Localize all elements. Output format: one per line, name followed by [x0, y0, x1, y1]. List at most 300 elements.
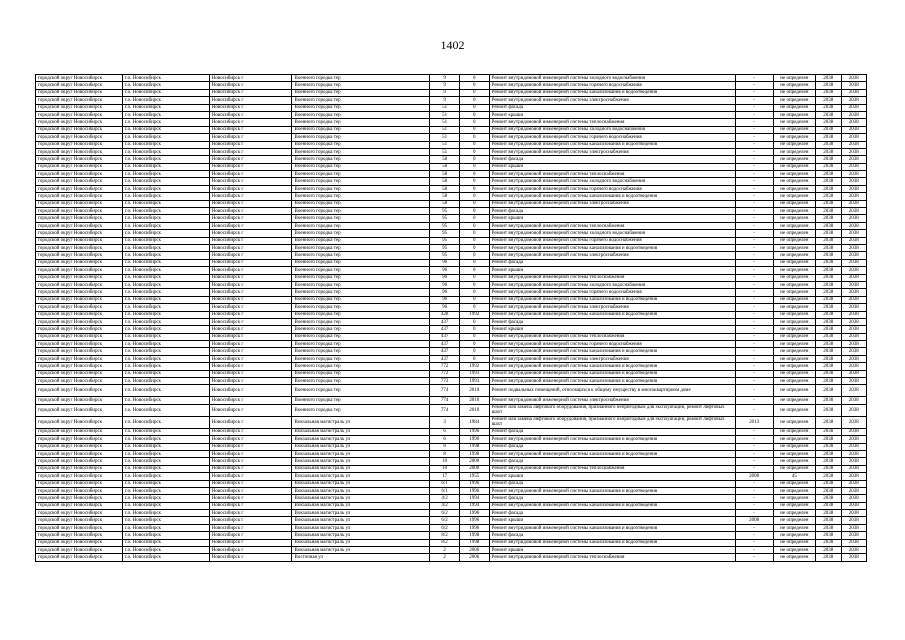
cell-plan-start-year: 2038 [816, 348, 841, 355]
cell-city: Новосибирск г [209, 495, 292, 502]
table-row [36, 156, 867, 163]
cell-city: Новосибирск г [209, 547, 292, 554]
cell-wear-percent: не определен [773, 517, 815, 524]
cell-work-type: Ремонт фасада [489, 259, 735, 266]
cell-plan-start-year: 2038 [816, 416, 841, 428]
cell-plan-start-year: 2038 [816, 126, 841, 133]
cell-settlement: г.о. Новосибирск [122, 75, 209, 82]
cell-street: Военного городка тер [292, 296, 430, 303]
cell-plan-end-year: 2038 [841, 244, 867, 251]
cell-plan-end-year: 2038 [841, 404, 867, 416]
cell-work-type: Ремонт внутридомовой инженерной системы электроснабжения [489, 355, 735, 362]
cell-settlement: г.о. Новосибирск [122, 450, 209, 457]
cell-street: Военного городка тер [292, 397, 430, 404]
cell-last-repair-year: - [735, 89, 773, 96]
cell-settlement: г.о. Новосибирск [122, 134, 209, 141]
cell-build-year: 1996 [459, 510, 489, 517]
cell-city: Новосибирск г [209, 296, 292, 303]
cell-work-type: Ремонт фасада [489, 156, 735, 163]
cell-last-repair-year: - [735, 480, 773, 487]
cell-last-repair-year: 2013 [735, 416, 773, 428]
cell-wear-percent: не определен [773, 230, 815, 237]
cell-work-type: Ремонт внутридомовой инженерной системы холодного водоснабжения [489, 230, 735, 237]
cell-street: Военного городка тер [292, 311, 430, 318]
cell-street: Вокзальная магистраль ул [292, 495, 430, 502]
cell-settlement: г.о. Новосибирск [122, 252, 209, 259]
cell-house-number: 95 [430, 237, 460, 244]
cell-plan-start-year: 2038 [816, 304, 841, 311]
cell-street: Военного городка тер [292, 208, 430, 215]
cell-build-year: 0 [459, 252, 489, 259]
cell-municipality: городской округ Новосибирск [36, 296, 123, 303]
cell-plan-end-year: 2038 [841, 185, 867, 192]
cell-plan-end-year: 2038 [841, 436, 867, 443]
cell-work-type: Ремонт внутридомовой инженерной системы горячего водоснабжения [489, 289, 735, 296]
cell-last-repair-year: - [735, 397, 773, 404]
cell-municipality: городской округ Новосибирск [36, 341, 123, 348]
cell-city: Новосибирск г [209, 473, 292, 480]
cell-plan-start-year: 2038 [816, 178, 841, 185]
cell-build-year: 1996 [459, 487, 489, 494]
cell-house-number: 6/2 [430, 510, 460, 517]
cell-house-number: 58 [430, 171, 460, 178]
cell-plan-end-year: 2038 [841, 355, 867, 362]
cell-street: Военного городка тер [292, 281, 430, 288]
cell-wear-percent: не определен [773, 200, 815, 207]
cell-municipality: городской округ Новосибирск [36, 436, 123, 443]
cell-house-number: 58 [430, 200, 460, 207]
cell-plan-start-year: 2038 [816, 259, 841, 266]
cell-work-type: Ремонт внутридомовой инженерной системы канализования и водоотведения [489, 378, 735, 385]
cell-municipality: городской округ Новосибирск [36, 458, 123, 465]
cell-last-repair-year: - [735, 450, 773, 457]
cell-build-year: 2010 [459, 385, 489, 397]
cell-wear-percent: не определен [773, 111, 815, 118]
cell-city: Новосибирск г [209, 200, 292, 207]
cell-settlement: г.о. Новосибирск [122, 355, 209, 362]
cell-city: Новосибирск г [209, 222, 292, 229]
cell-house-number: 51 [430, 141, 460, 148]
cell-settlement: г.о. Новосибирск [122, 148, 209, 155]
cell-build-year: 0 [459, 274, 489, 281]
cell-build-year: 0 [459, 104, 489, 111]
cell-settlement: г.о. Новосибирск [122, 237, 209, 244]
cell-house-number: 96 [430, 274, 460, 281]
cell-house-number: 95 [430, 222, 460, 229]
cell-work-type: Ремонт фасада [489, 428, 735, 435]
cell-settlement: г.о. Новосибирск [122, 465, 209, 472]
cell-wear-percent: не определен [773, 75, 815, 82]
cell-house-number: 51 [430, 134, 460, 141]
cell-municipality: городской округ Новосибирск [36, 333, 123, 340]
cell-last-repair-year: - [735, 428, 773, 435]
cell-settlement: г.о. Новосибирск [122, 193, 209, 200]
cell-house-number: 58 [430, 163, 460, 170]
cell-house-number: 2 [430, 554, 460, 561]
cell-wear-percent: не определен [773, 436, 815, 443]
cell-plan-start-year: 2038 [816, 517, 841, 524]
cell-city: Новосибирск г [209, 281, 292, 288]
cell-plan-end-year: 2038 [841, 281, 867, 288]
cell-last-repair-year: - [735, 104, 773, 111]
cell-wear-percent: не определен [773, 237, 815, 244]
cell-street: Военного городка тер [292, 75, 430, 82]
cell-wear-percent: не определен [773, 397, 815, 404]
cell-municipality: городской округ Новосибирск [36, 524, 123, 531]
table-row [36, 378, 867, 385]
cell-municipality: городской округ Новосибирск [36, 554, 123, 561]
cell-plan-start-year: 2038 [816, 289, 841, 296]
cell-city: Новосибирск г [209, 333, 292, 340]
cell-settlement: г.о. Новосибирск [122, 524, 209, 531]
cell-wear-percent: не определен [773, 458, 815, 465]
cell-last-repair-year: - [735, 134, 773, 141]
cell-street: Военного городка тер [292, 385, 430, 397]
cell-last-repair-year: - [735, 378, 773, 385]
cell-street: Военного городка тер [292, 156, 430, 163]
cell-plan-start-year: 2038 [816, 326, 841, 333]
cell-house-number: 8 [430, 450, 460, 457]
cell-municipality: городской округ Новосибирск [36, 443, 123, 450]
cell-work-type: Ремонт крыши [489, 547, 735, 554]
cell-city: Новосибирск г [209, 134, 292, 141]
table-row [36, 348, 867, 355]
cell-last-repair-year: - [735, 318, 773, 325]
cell-work-type: Ремонт внутридомовой инженерной системы канализования и водоотведения [489, 244, 735, 251]
cell-municipality: городской округ Новосибирск [36, 75, 123, 82]
cell-plan-end-year: 2038 [841, 304, 867, 311]
table-row [36, 517, 867, 524]
cell-plan-start-year: 2038 [816, 200, 841, 207]
cell-plan-end-year: 2038 [841, 252, 867, 259]
cell-plan-end-year: 2038 [841, 370, 867, 377]
cell-city: Новосибирск г [209, 480, 292, 487]
cell-plan-start-year: 2038 [816, 104, 841, 111]
table-row [36, 126, 867, 133]
cell-wear-percent: 45 [773, 473, 815, 480]
table-row [36, 296, 867, 303]
cell-city: Новосибирск г [209, 163, 292, 170]
cell-plan-end-year: 2038 [841, 532, 867, 539]
table-row [36, 193, 867, 200]
cell-street: Военного городка тер [292, 97, 430, 104]
cell-work-type: Ремонт внутридомовой инженерной системы канализования и водоотведения [489, 450, 735, 457]
cell-plan-end-year: 2038 [841, 222, 867, 229]
table-body [36, 75, 867, 562]
cell-last-repair-year: - [735, 436, 773, 443]
cell-work-type: Ремонт крыши [489, 326, 735, 333]
cell-street: Вокзальная магистраль ул [292, 465, 430, 472]
cell-build-year: 0 [459, 341, 489, 348]
cell-settlement: г.о. Новосибирск [122, 326, 209, 333]
cell-municipality: городской округ Новосибирск [36, 378, 123, 385]
table-row [36, 171, 867, 178]
cell-settlement: г.о. Новосибирск [122, 141, 209, 148]
table-row [36, 178, 867, 185]
cell-build-year: 0 [459, 119, 489, 126]
cell-municipality: городской округ Новосибирск [36, 416, 123, 428]
cell-work-type: Ремонт фасада [489, 510, 735, 517]
cell-house-number: 95 [430, 230, 460, 237]
cell-plan-start-year: 2038 [816, 495, 841, 502]
cell-plan-start-year: 2038 [816, 75, 841, 82]
cell-house-number: 58 [430, 178, 460, 185]
cell-settlement: г.о. Новосибирск [122, 304, 209, 311]
cell-city: Новосибирск г [209, 443, 292, 450]
cell-plan-start-year: 2038 [816, 141, 841, 148]
cell-street: Вокзальная магистраль ул [292, 443, 430, 450]
cell-city: Новосибирск г [209, 111, 292, 118]
cell-house-number: 9 [430, 89, 460, 96]
cell-house-number: 8 [430, 443, 460, 450]
cell-wear-percent: не определен [773, 215, 815, 222]
cell-municipality: городской округ Новосибирск [36, 82, 123, 89]
cell-municipality: городской округ Новосибирск [36, 370, 123, 377]
cell-street: Военного городка тер [292, 341, 430, 348]
cell-wear-percent: не определен [773, 378, 815, 385]
cell-city: Новосибирск г [209, 554, 292, 561]
cell-last-repair-year: - [735, 259, 773, 266]
cell-last-repair-year: - [735, 487, 773, 494]
cell-city: Новосибирск г [209, 119, 292, 126]
cell-work-type: Ремонт внутридомовой инженерной системы теплоснабжения [489, 119, 735, 126]
cell-house-number: 773 [430, 378, 460, 385]
cell-plan-end-year: 2038 [841, 385, 867, 397]
cell-street: Вокзальная магистраль ул [292, 532, 430, 539]
table-row [36, 75, 867, 82]
cell-plan-start-year: 2038 [816, 193, 841, 200]
cell-plan-start-year: 2038 [816, 215, 841, 222]
table-row [36, 259, 867, 266]
cell-city: Новосибирск г [209, 404, 292, 416]
cell-work-type: Ремонт фасада [489, 443, 735, 450]
cell-build-year: 1984 [459, 416, 489, 428]
cell-street: Вокзальная магистраль ул [292, 547, 430, 554]
cell-plan-end-year: 2038 [841, 517, 867, 524]
cell-plan-end-year: 2038 [841, 378, 867, 385]
cell-city: Новосибирск г [209, 252, 292, 259]
cell-street: Военного городка тер [292, 244, 430, 251]
cell-plan-end-year: 2038 [841, 163, 867, 170]
cell-plan-end-year: 2038 [841, 267, 867, 274]
cell-plan-end-year: 2038 [841, 554, 867, 561]
cell-work-type: Ремонт крыши [489, 163, 735, 170]
table-row [36, 547, 867, 554]
table-row [36, 215, 867, 222]
cell-build-year: 2006 [459, 554, 489, 561]
table-row [36, 341, 867, 348]
cell-settlement: г.о. Новосибирск [122, 274, 209, 281]
cell-plan-start-year: 2038 [816, 355, 841, 362]
cell-settlement: г.о. Новосибирск [122, 385, 209, 397]
cell-plan-start-year: 2038 [816, 532, 841, 539]
cell-work-type: Ремонт внутридомовой инженерной системы канализования и водоотведения [489, 539, 735, 546]
cell-build-year: 0 [459, 148, 489, 155]
cell-plan-end-year: 2038 [841, 208, 867, 215]
cell-city: Новосибирск г [209, 178, 292, 185]
cell-last-repair-year: 2008 [735, 473, 773, 480]
cell-work-type: Ремонт внутридомовой инженерной системы канализования и водоотведения [489, 89, 735, 96]
cell-street: Военного городка тер [292, 178, 430, 185]
cell-plan-start-year: 2038 [816, 230, 841, 237]
cell-street: Восточная ул [292, 554, 430, 561]
cell-municipality: городской округ Новосибирск [36, 517, 123, 524]
cell-city: Новосибирск г [209, 510, 292, 517]
cell-plan-end-year: 2038 [841, 97, 867, 104]
cell-city: Новосибирск г [209, 171, 292, 178]
cell-plan-end-year: 2038 [841, 104, 867, 111]
cell-plan-end-year: 2038 [841, 539, 867, 546]
cell-municipality: городской округ Новосибирск [36, 274, 123, 281]
cell-build-year: 2000 [459, 458, 489, 465]
table-row [36, 163, 867, 170]
cell-work-type: Ремонт внутридомовой инженерной системы горячего водоснабжения [489, 185, 735, 192]
cell-city: Новосибирск г [209, 397, 292, 404]
cell-last-repair-year: - [735, 465, 773, 472]
cell-street: Военного городка тер [292, 259, 430, 266]
cell-street: Вокзальная магистраль ул [292, 502, 430, 509]
cell-plan-end-year: 2038 [841, 450, 867, 457]
cell-settlement: г.о. Новосибирск [122, 156, 209, 163]
cell-build-year: 0 [459, 111, 489, 118]
cell-street: Военного городка тер [292, 126, 430, 133]
cell-settlement: г.о. Новосибирск [122, 436, 209, 443]
table-row [36, 436, 867, 443]
table-row [36, 473, 867, 480]
cell-build-year: 0 [459, 348, 489, 355]
cell-street: Военного городка тер [292, 134, 430, 141]
cell-last-repair-year: - [735, 281, 773, 288]
cell-plan-end-year: 2038 [841, 178, 867, 185]
cell-settlement: г.о. Новосибирск [122, 473, 209, 480]
cell-wear-percent: не определен [773, 428, 815, 435]
cell-work-type: Ремонт внутридомовой инженерной системы канализования и водоотведения [489, 363, 735, 370]
cell-plan-start-year: 2038 [816, 185, 841, 192]
cell-house-number: 95 [430, 244, 460, 251]
cell-city: Новосибирск г [209, 244, 292, 251]
cell-wear-percent: не определен [773, 82, 815, 89]
cell-municipality: городской округ Новосибирск [36, 465, 123, 472]
table-row [36, 281, 867, 288]
cell-wear-percent: не определен [773, 326, 815, 333]
cell-house-number: 9 [430, 97, 460, 104]
cell-work-type: Ремонт внутридомовой инженерной системы электроснабжения [489, 97, 735, 104]
cell-house-number: 9 [430, 75, 460, 82]
cell-municipality: городской округ Новосибирск [36, 450, 123, 457]
cell-work-type: Ремонт крыши [489, 517, 735, 524]
cell-city: Новосибирск г [209, 363, 292, 370]
cell-plan-end-year: 2038 [841, 259, 867, 266]
cell-street: Вокзальная магистраль ул [292, 458, 430, 465]
cell-house-number: 96 [430, 304, 460, 311]
table-row [36, 304, 867, 311]
cell-city: Новосибирск г [209, 97, 292, 104]
cell-last-repair-year: - [735, 458, 773, 465]
cell-street: Военного городка тер [292, 370, 430, 377]
cell-build-year: 2010 [459, 404, 489, 416]
cell-plan-end-year: 2038 [841, 326, 867, 333]
table-row [36, 428, 867, 435]
cell-house-number: 772 [430, 363, 460, 370]
cell-municipality: городской округ Новосибирск [36, 363, 123, 370]
cell-wear-percent: не определен [773, 450, 815, 457]
cell-city: Новосибирск г [209, 274, 292, 281]
cell-municipality: городской округ Новосибирск [36, 178, 123, 185]
cell-plan-end-year: 2038 [841, 524, 867, 531]
cell-municipality: городской округ Новосибирск [36, 510, 123, 517]
cell-work-type: Ремонт внутридомовой инженерной системы горячего водоснабжения [489, 341, 735, 348]
table-row [36, 244, 867, 251]
cell-city: Новосибирск г [209, 82, 292, 89]
cell-house-number: 428 [430, 311, 460, 318]
cell-settlement: г.о. Новосибирск [122, 363, 209, 370]
cell-street: Вокзальная магистраль ул [292, 450, 430, 457]
cell-build-year: 0 [459, 296, 489, 303]
cell-last-repair-year: 2008 [735, 517, 773, 524]
cell-city: Новосибирск г [209, 304, 292, 311]
table-row [36, 333, 867, 340]
cell-settlement: г.о. Новосибирск [122, 502, 209, 509]
cell-plan-end-year: 2038 [841, 397, 867, 404]
cell-municipality: городской округ Новосибирск [36, 547, 123, 554]
cell-city: Новосибирск г [209, 355, 292, 362]
table-row [36, 385, 867, 397]
cell-plan-start-year: 2038 [816, 318, 841, 325]
table-row [36, 480, 867, 487]
cell-plan-end-year: 2038 [841, 296, 867, 303]
cell-build-year: 0 [459, 318, 489, 325]
cell-wear-percent: не определен [773, 355, 815, 362]
cell-settlement: г.о. Новосибирск [122, 259, 209, 266]
cell-build-year: 1996 [459, 517, 489, 524]
cell-wear-percent: не определен [773, 267, 815, 274]
table-row [36, 97, 867, 104]
cell-plan-end-year: 2038 [841, 443, 867, 450]
cell-plan-end-year: 2038 [841, 200, 867, 207]
table-row [36, 524, 867, 531]
cell-build-year: 0 [459, 126, 489, 133]
table-row [36, 502, 867, 509]
cell-plan-end-year: 2038 [841, 495, 867, 502]
cell-house-number: 96 [430, 281, 460, 288]
cell-build-year: 1993 [459, 370, 489, 377]
cell-wear-percent: не определен [773, 259, 815, 266]
cell-build-year: 0 [459, 97, 489, 104]
cell-city: Новосибирск г [209, 458, 292, 465]
cell-settlement: г.о. Новосибирск [122, 126, 209, 133]
cell-city: Новосибирск г [209, 348, 292, 355]
cell-street: Вокзальная магистраль ул [292, 416, 430, 428]
table-row [36, 267, 867, 274]
cell-work-type: Ремонт внутридомовой инженерной системы холодного водоснабжения [489, 281, 735, 288]
cell-plan-start-year: 2038 [816, 171, 841, 178]
cell-plan-end-year: 2038 [841, 510, 867, 517]
cell-street: Военного городка тер [292, 222, 430, 229]
cell-last-repair-year: - [735, 222, 773, 229]
cell-street: Вокзальная магистраль ул [292, 524, 430, 531]
cell-work-type: Ремонт крыши [489, 473, 735, 480]
cell-last-repair-year: - [735, 230, 773, 237]
cell-build-year: 0 [459, 193, 489, 200]
cell-house-number: 437 [430, 348, 460, 355]
cell-municipality: городской округ Новосибирск [36, 495, 123, 502]
cell-last-repair-year: - [735, 363, 773, 370]
cell-wear-percent: не определен [773, 148, 815, 155]
cell-plan-start-year: 2038 [816, 119, 841, 126]
cell-last-repair-year: - [735, 539, 773, 546]
cell-wear-percent: не определен [773, 274, 815, 281]
cell-last-repair-year: - [735, 524, 773, 531]
